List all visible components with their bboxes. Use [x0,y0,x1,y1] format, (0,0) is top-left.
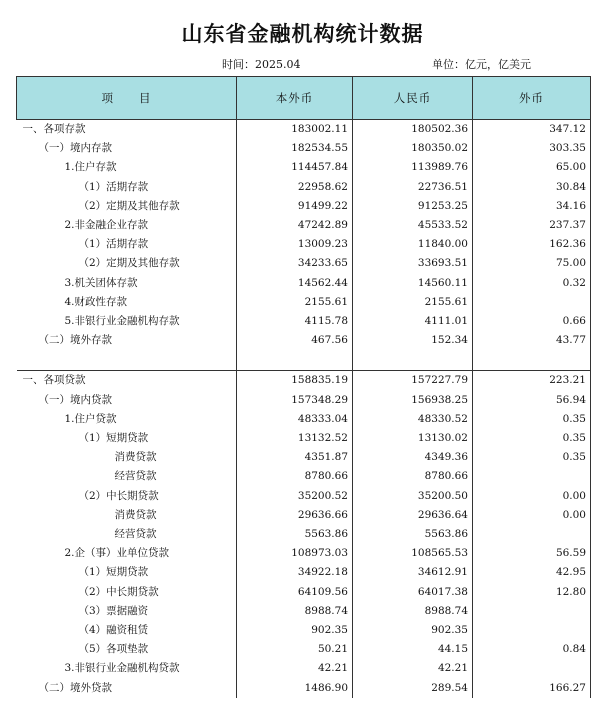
value-total: 1486.90 [237,679,353,698]
row-label: 2.非金融企业存款 [64,219,149,232]
table-row [17,331,591,350]
value-total: 157348.29 [237,391,353,410]
value-total: 34233.65 [237,254,353,273]
row-label: （1）活期存款 [78,180,149,193]
value-total: 34922.18 [237,563,353,582]
value-total: 50.21 [237,640,353,659]
value-total: 183002.11 [237,120,353,140]
row-label: （1）短期贷款 [78,566,149,579]
value-total: 467.56 [237,331,353,350]
table-row [17,448,591,467]
value-rmb: 902.35 [353,621,473,640]
value-total: 22958.62 [237,178,353,197]
value-total: 2155.61 [237,293,353,312]
value-total: 13132.52 [237,429,353,448]
value-total: 47242.89 [237,216,353,235]
statistics-table [16,76,590,698]
spacer-cell [353,350,473,371]
value-foreign: 303.35 [473,139,591,158]
value-foreign [473,525,591,544]
table-row [17,235,591,254]
value-foreign: 75.00 [473,254,591,273]
row-label: 5.非银行业金融机构存款 [64,315,180,328]
value-total: 35200.52 [237,487,353,506]
row-label: 经营贷款 [114,528,157,541]
value-rmb: 64017.38 [353,583,473,602]
table-row [17,178,591,197]
value-foreign: 56.59 [473,544,591,563]
value-rmb: 156938.25 [353,391,473,410]
table-row [17,506,591,525]
row-label: 4.财政性存款 [64,295,128,308]
value-rmb: 8988.74 [353,602,473,621]
value-rmb: 180350.02 [353,139,473,158]
row-label: 一、各项存款 [22,123,86,135]
table-row [17,139,591,158]
table-body [17,120,591,698]
value-total: 13009.23 [237,235,353,254]
value-foreign: 223.21 [473,371,591,391]
row-label: （5）各项垫款 [78,643,149,656]
table-row [17,621,591,640]
row-label: 消费贷款 [114,508,157,521]
header-foreign: 外币 [473,77,591,120]
value-rmb: 33693.51 [353,254,473,273]
value-total: 8780.66 [237,467,353,486]
value-total: 158835.19 [237,371,353,391]
spacer-cell [17,350,237,371]
value-foreign: 56.94 [473,391,591,410]
row-label: （2）中长期贷款 [78,585,159,598]
value-total: 108973.03 [237,544,353,563]
row-label: （2）中长期贷款 [78,489,159,502]
value-rmb: 48330.52 [353,410,473,429]
row-label: （2）定期及其他存款 [78,257,180,270]
row-label: （一）境内贷款 [38,393,112,406]
table-row [17,525,591,544]
table-row [17,429,591,448]
value-foreign: 34.16 [473,197,591,216]
value-foreign [473,659,591,678]
table-row [17,274,591,293]
value-rmb: 2155.61 [353,293,473,312]
value-foreign: 0.00 [473,487,591,506]
header-item: 项 目 [17,77,237,120]
row-label: 3.非银行业金融机构贷款 [64,662,180,675]
value-rmb: 113989.76 [353,158,473,177]
value-foreign: 12.80 [473,583,591,602]
row-label: 1.住户贷款 [64,412,117,425]
value-rmb: 29636.64 [353,506,473,525]
value-foreign: 0.66 [473,312,591,331]
value-rmb: 35200.50 [353,487,473,506]
table-row [17,679,591,698]
value-rmb: 42.21 [353,659,473,678]
header-total: 本外币 [237,77,353,120]
value-total: 14562.44 [237,274,353,293]
value-foreign: 65.00 [473,158,591,177]
value-rmb: 157227.79 [353,371,473,391]
value-foreign [473,602,591,621]
value-rmb: 22736.51 [353,178,473,197]
value-foreign: 237.37 [473,216,591,235]
value-rmb: 11840.00 [353,235,473,254]
value-rmb: 4349.36 [353,448,473,467]
value-rmb: 45533.52 [353,216,473,235]
spacer-cell [473,350,591,371]
row-label: （4）融资租赁 [78,624,149,637]
value-rmb: 91253.25 [353,197,473,216]
row-label: （1）短期贷款 [78,432,149,445]
value-foreign [473,467,591,486]
value-rmb: 44.15 [353,640,473,659]
table-row [17,391,591,410]
value-total: 42.21 [237,659,353,678]
row-label: （3）票据融资 [78,604,149,617]
value-foreign: 0.00 [473,506,591,525]
value-foreign: 0.84 [473,640,591,659]
table-row [17,467,591,486]
table-row [17,197,591,216]
row-label: 3.机关团体存款 [64,276,138,289]
value-foreign: 347.12 [473,120,591,140]
value-foreign: 0.35 [473,448,591,467]
value-total: 91499.22 [237,197,353,216]
value-total: 4351.87 [237,448,353,467]
value-total: 114457.84 [237,158,353,177]
table-row [17,487,591,506]
row-label: （1）活期存款 [78,238,149,251]
value-total: 4115.78 [237,312,353,331]
table-row [17,563,591,582]
value-total: 29636.66 [237,506,353,525]
value-foreign: 0.35 [473,429,591,448]
table-row [17,293,591,312]
value-total: 64109.56 [237,583,353,602]
value-rmb: 152.34 [353,331,473,350]
row-label: （一）境内存款 [38,142,112,155]
value-total: 48333.04 [237,410,353,429]
value-foreign: 162.36 [473,235,591,254]
value-rmb: 5563.86 [353,525,473,544]
table-row [17,544,591,563]
value-foreign: 43.77 [473,331,591,350]
header-rmb: 人民币 [353,77,473,120]
value-foreign: 166.27 [473,679,591,698]
value-rmb: 4111.01 [353,312,473,331]
value-total: 5563.86 [237,525,353,544]
row-label: 1.住户存款 [64,161,117,174]
table-row [17,120,591,140]
table-row [17,640,591,659]
value-foreign: 30.84 [473,178,591,197]
row-label: （二）境外贷款 [38,681,112,694]
table-row [17,410,591,429]
value-foreign [473,621,591,640]
table-row [17,371,591,391]
row-label: 经营贷款 [114,470,157,483]
value-rmb: 13130.02 [353,429,473,448]
value-rmb: 34612.91 [353,563,473,582]
spacer-row [17,350,591,371]
value-foreign [473,293,591,312]
time-label: 时间：2025.04 [222,58,301,71]
spacer-cell [237,350,353,371]
row-label: （二）境外存款 [38,334,112,347]
value-rmb: 8780.66 [353,467,473,486]
table-row [17,254,591,273]
value-rmb: 180502.36 [353,120,473,140]
table-row [17,659,591,678]
value-rmb: 108565.53 [353,544,473,563]
row-label: 一、各项贷款 [17,371,237,391]
value-foreign: 42.95 [473,563,591,582]
value-total: 182534.55 [237,139,353,158]
value-rmb: 289.54 [353,679,473,698]
table-row [17,158,591,177]
table-row [17,312,591,331]
row-label: （2）定期及其他存款 [78,199,180,212]
unit-label: 单位：亿元，亿美元 [432,58,531,71]
row-label: 消费贷款 [114,451,157,464]
page-title: 山东省金融机构统计数据 [181,22,424,46]
table-row [17,216,591,235]
value-foreign: 0.32 [473,274,591,293]
value-rmb: 14560.11 [353,274,473,293]
table-row [17,583,591,602]
row-label: 2.企（事）业单位贷款 [64,547,170,560]
value-total: 8988.74 [237,602,353,621]
table-row [17,602,591,621]
value-foreign: 0.35 [473,410,591,429]
value-total: 902.35 [237,621,353,640]
table-header-row [17,77,591,120]
